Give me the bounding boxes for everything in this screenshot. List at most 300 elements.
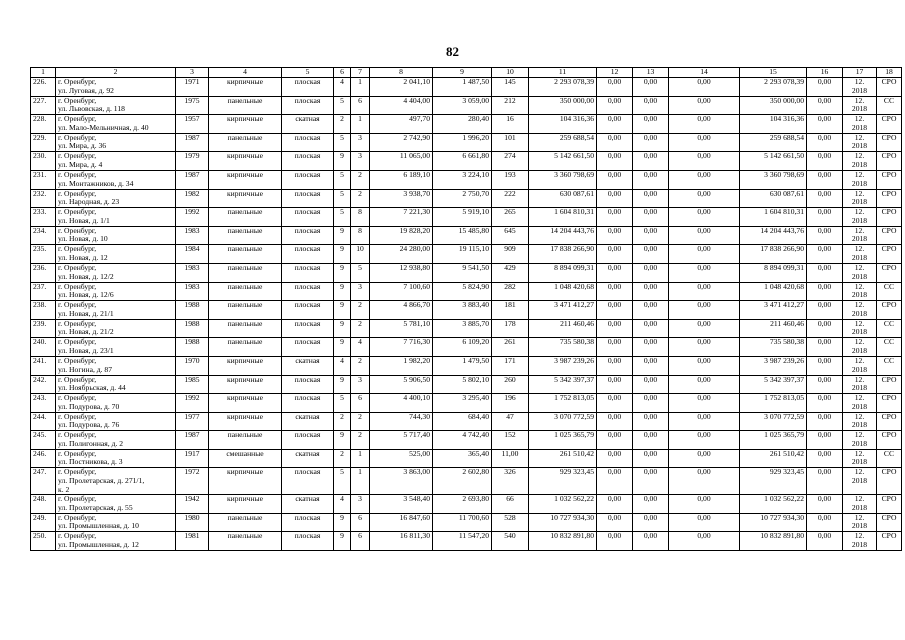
table-cell-col-1: 229. <box>31 133 56 152</box>
table-cell-col-9: 1 487,50 <box>433 78 492 97</box>
table-cell-col-5: плоская <box>282 301 334 320</box>
table-cell-col-12: 0,00 <box>597 532 633 551</box>
table-cell-col-12: 0,00 <box>597 133 633 152</box>
table-cell-col-1: 231. <box>31 170 56 189</box>
table-cell-col-13: 0,00 <box>633 338 669 357</box>
table-cell-col-12: 0,00 <box>597 226 633 245</box>
table-cell-col-11: 10 832 891,80 <box>529 532 597 551</box>
table-cell-col-6: 5 <box>334 189 351 208</box>
table-cell-col-12: 0,00 <box>597 78 633 97</box>
housing-table <box>30 67 902 551</box>
table-cell-col-2: г. Оренбург, ул. Львовская, д. 118 <box>56 96 176 115</box>
table-cell-col-2: г. Оренбург, ул. Подурова, д. 76 <box>56 412 176 431</box>
table-cell-col-4: панельные <box>209 282 282 301</box>
table-row <box>31 338 902 357</box>
table-cell-col-12: 0,00 <box>597 282 633 301</box>
table-cell-col-12: 0,00 <box>597 468 633 495</box>
table-cell-col-2: г. Оренбург, ул. Пролетарская, д. 271/1, к. 2 <box>56 468 176 495</box>
table-cell-col-8: 7 716,30 <box>370 338 433 357</box>
table-cell-col-3: 1942 <box>176 495 209 514</box>
table-cell-col-7: 2 <box>351 189 370 208</box>
table-cell-col-2: г. Оренбург, ул. Подурова, д. 70 <box>56 394 176 413</box>
table-cell-col-17: 12. 2018 <box>843 301 877 320</box>
table-cell-col-7: 10 <box>351 245 370 264</box>
table-cell-col-12: 0,00 <box>597 189 633 208</box>
table-cell-col-18: СРО <box>877 394 902 413</box>
table-cell-col-15: 211 460,46 <box>740 319 807 338</box>
table-cell-col-1: 232. <box>31 189 56 208</box>
table-cell-col-5: плоская <box>282 245 334 264</box>
table-cell-col-4: панельные <box>209 532 282 551</box>
table-cell-col-7: 3 <box>351 282 370 301</box>
table-cell-col-7: 3 <box>351 375 370 394</box>
table-cell-col-12: 0,00 <box>597 152 633 171</box>
table-cell-col-10: 540 <box>492 532 529 551</box>
table-cell-col-7: 1 <box>351 78 370 97</box>
table-cell-col-2: г. Оренбург, ул. Новая, д. 23/1 <box>56 338 176 357</box>
table-cell-col-13: 0,00 <box>633 319 669 338</box>
table-cell-col-16: 0,00 <box>807 245 843 264</box>
table-cell-col-14: 0,00 <box>669 412 740 431</box>
table-cell-col-16: 0,00 <box>807 394 843 413</box>
table-cell-col-4: кирпичные <box>209 375 282 394</box>
page-number: 82 <box>446 44 459 59</box>
table-cell-col-4: кирпичные <box>209 468 282 495</box>
table-cell-col-3: 1982 <box>176 189 209 208</box>
table-cell-col-9: 5 824,90 <box>433 282 492 301</box>
table-cell-col-5: скатная <box>282 356 334 375</box>
table-cell-col-16: 0,00 <box>807 133 843 152</box>
table-cell-col-18: СРО <box>877 375 902 394</box>
table-cell-col-1: 249. <box>31 513 56 532</box>
table-cell-col-3: 1984 <box>176 245 209 264</box>
table-cell-col-15: 1 025 365,79 <box>740 431 807 450</box>
table-cell-col-17: 12. 2018 <box>843 495 877 514</box>
table-cell-col-11: 3 360 798,69 <box>529 170 597 189</box>
table-cell-col-4: кирпичные <box>209 152 282 171</box>
table-cell-col-17: 12. 2018 <box>843 245 877 264</box>
table-cell-col-2: г. Оренбург, ул. Новая, д. 21/1 <box>56 301 176 320</box>
column-header-15: 15 <box>740 68 807 78</box>
table-cell-col-1: 242. <box>31 375 56 394</box>
table-cell-col-8: 2 742,90 <box>370 133 433 152</box>
table-cell-col-8: 4 404,00 <box>370 96 433 115</box>
table-cell-col-11: 261 510,42 <box>529 449 597 468</box>
table-cell-col-16: 0,00 <box>807 375 843 394</box>
table-cell-col-13: 0,00 <box>633 495 669 514</box>
table-cell-col-12: 0,00 <box>597 115 633 134</box>
table-cell-col-12: 0,00 <box>597 301 633 320</box>
table-cell-col-5: плоская <box>282 532 334 551</box>
table-cell-col-18: СРО <box>877 513 902 532</box>
table-cell-col-9: 11 700,60 <box>433 513 492 532</box>
table-cell-col-5: плоская <box>282 152 334 171</box>
table-cell-col-11: 211 460,46 <box>529 319 597 338</box>
table-cell-col-13: 0,00 <box>633 78 669 97</box>
table-cell-col-15: 17 838 266,90 <box>740 245 807 264</box>
table-cell-col-15: 3 471 412,27 <box>740 301 807 320</box>
table-cell-col-16: 0,00 <box>807 301 843 320</box>
table-cell-col-10: 178 <box>492 319 529 338</box>
table-cell-col-16: 0,00 <box>807 78 843 97</box>
table-cell-col-11: 929 323,45 <box>529 468 597 495</box>
table-cell-col-8: 19 828,20 <box>370 226 433 245</box>
table-cell-col-6: 5 <box>334 394 351 413</box>
table-cell-col-8: 3 863,00 <box>370 468 433 495</box>
table-cell-col-15: 1 032 562,22 <box>740 495 807 514</box>
table-cell-col-6: 9 <box>334 513 351 532</box>
table-cell-col-18: СРО <box>877 208 902 227</box>
table-cell-col-17: 12. 2018 <box>843 394 877 413</box>
table-cell-col-7: 8 <box>351 208 370 227</box>
table-cell-col-3: 1992 <box>176 394 209 413</box>
table-cell-col-18: СС <box>877 338 902 357</box>
table-cell-col-6: 2 <box>334 115 351 134</box>
table-cell-col-13: 0,00 <box>633 375 669 394</box>
table-cell-col-16: 0,00 <box>807 282 843 301</box>
table-cell-col-7: 6 <box>351 394 370 413</box>
table-cell-col-1: 239. <box>31 319 56 338</box>
table-cell-col-16: 0,00 <box>807 208 843 227</box>
table-cell-col-6: 9 <box>334 263 351 282</box>
table-cell-col-10: 212 <box>492 96 529 115</box>
table-cell-col-1: 226. <box>31 78 56 97</box>
table-row <box>31 431 902 450</box>
table-cell-col-12: 0,00 <box>597 449 633 468</box>
table-cell-col-14: 0,00 <box>669 468 740 495</box>
table-cell-col-11: 259 688,54 <box>529 133 597 152</box>
table-cell-col-17: 12. 2018 <box>843 513 877 532</box>
table-cell-col-13: 0,00 <box>633 356 669 375</box>
table-cell-col-14: 0,00 <box>669 245 740 264</box>
table-row <box>31 394 902 413</box>
table-cell-col-1: 235. <box>31 245 56 264</box>
table-cell-col-15: 1 048 420,68 <box>740 282 807 301</box>
table-cell-col-17: 12. 2018 <box>843 468 877 495</box>
table-row <box>31 468 902 495</box>
table-cell-col-12: 0,00 <box>597 431 633 450</box>
table-cell-col-9: 11 547,20 <box>433 532 492 551</box>
table-cell-col-2: г. Оренбург, ул. Промышленная, д. 10 <box>56 513 176 532</box>
table-cell-col-9: 2 602,80 <box>433 468 492 495</box>
table-cell-col-2: г. Оренбург, ул. Ногина, д. 87 <box>56 356 176 375</box>
table-cell-col-10: 11,00 <box>492 449 529 468</box>
table-cell-col-8: 7 100,60 <box>370 282 433 301</box>
table-cell-col-1: 230. <box>31 152 56 171</box>
table-cell-col-2: г. Оренбург, ул. Новая, д. 21/2 <box>56 319 176 338</box>
table-cell-col-1: 237. <box>31 282 56 301</box>
table-cell-col-3: 1985 <box>176 375 209 394</box>
table-cell-col-17: 12. 2018 <box>843 412 877 431</box>
column-header-4: 4 <box>209 68 282 78</box>
table-cell-col-5: плоская <box>282 133 334 152</box>
table-cell-col-3: 1987 <box>176 170 209 189</box>
table-row <box>31 170 902 189</box>
table-cell-col-5: плоская <box>282 226 334 245</box>
table-cell-col-14: 0,00 <box>669 319 740 338</box>
table-cell-col-3: 1987 <box>176 133 209 152</box>
table-row <box>31 115 902 134</box>
table-row <box>31 208 902 227</box>
table-cell-col-6: 9 <box>334 532 351 551</box>
table-cell-col-18: СРО <box>877 263 902 282</box>
table-cell-col-10: 152 <box>492 431 529 450</box>
table-cell-col-4: панельные <box>209 226 282 245</box>
table-cell-col-16: 0,00 <box>807 449 843 468</box>
table-cell-col-15: 14 204 443,76 <box>740 226 807 245</box>
table-cell-col-16: 0,00 <box>807 431 843 450</box>
table-cell-col-2: г. Оренбург, ул. Народная, д. 23 <box>56 189 176 208</box>
table-row <box>31 263 902 282</box>
table-cell-col-15: 1 604 810,31 <box>740 208 807 227</box>
table-cell-col-8: 744,30 <box>370 412 433 431</box>
table-cell-col-3: 1983 <box>176 226 209 245</box>
table-cell-col-13: 0,00 <box>633 412 669 431</box>
table-cell-col-14: 0,00 <box>669 282 740 301</box>
table-cell-col-14: 0,00 <box>669 263 740 282</box>
table-cell-col-14: 0,00 <box>669 513 740 532</box>
table-cell-col-10: 181 <box>492 301 529 320</box>
table-cell-col-14: 0,00 <box>669 115 740 134</box>
table-cell-col-17: 12. 2018 <box>843 115 877 134</box>
table-cell-col-7: 8 <box>351 226 370 245</box>
table-cell-col-9: 2 750,70 <box>433 189 492 208</box>
table-cell-col-18: СС <box>877 319 902 338</box>
table-cell-col-8: 16 847,60 <box>370 513 433 532</box>
table-cell-col-9: 5 919,10 <box>433 208 492 227</box>
table-cell-col-11: 3 471 412,27 <box>529 301 597 320</box>
table-cell-col-3: 1980 <box>176 513 209 532</box>
table-cell-col-3: 1987 <box>176 431 209 450</box>
table-cell-col-15: 261 510,42 <box>740 449 807 468</box>
table-cell-col-4: панельные <box>209 133 282 152</box>
table-row <box>31 245 902 264</box>
table-cell-col-11: 630 087,61 <box>529 189 597 208</box>
table-cell-col-6: 9 <box>334 338 351 357</box>
table-cell-col-11: 1 048 420,68 <box>529 282 597 301</box>
table-cell-col-7: 6 <box>351 513 370 532</box>
table-cell-col-14: 0,00 <box>669 375 740 394</box>
table-cell-col-1: 250. <box>31 532 56 551</box>
table-cell-col-17: 12. 2018 <box>843 170 877 189</box>
table-cell-col-5: скатная <box>282 115 334 134</box>
table-cell-col-12: 0,00 <box>597 394 633 413</box>
table-cell-col-3: 1988 <box>176 301 209 320</box>
table-cell-col-17: 12. 2018 <box>843 356 877 375</box>
table-cell-col-5: плоская <box>282 338 334 357</box>
table-cell-col-15: 104 316,36 <box>740 115 807 134</box>
table-row <box>31 96 902 115</box>
table-cell-col-10: 260 <box>492 375 529 394</box>
table-cell-col-7: 2 <box>351 301 370 320</box>
table-row <box>31 133 902 152</box>
table-cell-col-14: 0,00 <box>669 532 740 551</box>
table-cell-col-11: 5 142 661,50 <box>529 152 597 171</box>
table-cell-col-17: 12. 2018 <box>843 431 877 450</box>
table-cell-col-9: 6 109,20 <box>433 338 492 357</box>
table-cell-col-8: 1 982,20 <box>370 356 433 375</box>
table-cell-col-2: г. Оренбург, ул. Ноябрьская, д. 44 <box>56 375 176 394</box>
table-cell-col-3: 1981 <box>176 532 209 551</box>
table-cell-col-5: плоская <box>282 319 334 338</box>
table-cell-col-5: плоская <box>282 78 334 97</box>
table-cell-col-15: 3 360 798,69 <box>740 170 807 189</box>
column-header-6: 6 <box>334 68 351 78</box>
table-row <box>31 513 902 532</box>
table-cell-col-12: 0,00 <box>597 319 633 338</box>
table-cell-col-9: 9 541,50 <box>433 263 492 282</box>
table-cell-col-17: 12. 2018 <box>843 189 877 208</box>
column-header-10: 10 <box>492 68 529 78</box>
table-cell-col-6: 9 <box>334 319 351 338</box>
table-cell-col-15: 259 688,54 <box>740 133 807 152</box>
table-cell-col-6: 9 <box>334 245 351 264</box>
table-cell-col-8: 12 938,80 <box>370 263 433 282</box>
table-cell-col-10: 171 <box>492 356 529 375</box>
table-row <box>31 282 902 301</box>
table-cell-col-9: 1 479,50 <box>433 356 492 375</box>
table-cell-col-2: г. Оренбург, ул. Пролетарская, д. 55 <box>56 495 176 514</box>
table-cell-col-7: 4 <box>351 338 370 357</box>
table-cell-col-16: 0,00 <box>807 356 843 375</box>
table-row <box>31 189 902 208</box>
table-cell-col-11: 3 987 239,26 <box>529 356 597 375</box>
table-cell-col-11: 1 032 562,22 <box>529 495 597 514</box>
table-cell-col-10: 909 <box>492 245 529 264</box>
table-row <box>31 356 902 375</box>
table-cell-col-18: СРО <box>877 170 902 189</box>
table-cell-col-9: 15 485,80 <box>433 226 492 245</box>
table-cell-col-13: 0,00 <box>633 513 669 532</box>
table-cell-col-8: 16 811,30 <box>370 532 433 551</box>
table-cell-col-16: 0,00 <box>807 532 843 551</box>
table-cell-col-11: 14 204 443,76 <box>529 226 597 245</box>
table-cell-col-9: 19 115,10 <box>433 245 492 264</box>
table-cell-col-13: 0,00 <box>633 431 669 450</box>
table-cell-col-16: 0,00 <box>807 189 843 208</box>
table-cell-col-1: 245. <box>31 431 56 450</box>
table-cell-col-6: 2 <box>334 412 351 431</box>
table-cell-col-14: 0,00 <box>669 208 740 227</box>
table-cell-col-18: СРО <box>877 412 902 431</box>
table-cell-col-1: 244. <box>31 412 56 431</box>
table-cell-col-9: 280,40 <box>433 115 492 134</box>
column-header-11: 11 <box>529 68 597 78</box>
table-cell-col-18: СРО <box>877 431 902 450</box>
table-cell-col-13: 0,00 <box>633 152 669 171</box>
table-cell-col-8: 3 938,70 <box>370 189 433 208</box>
table-cell-col-18: СРО <box>877 78 902 97</box>
table-cell-col-3: 1971 <box>176 78 209 97</box>
table-cell-col-8: 5 906,50 <box>370 375 433 394</box>
table-cell-col-4: панельные <box>209 338 282 357</box>
table-cell-col-14: 0,00 <box>669 394 740 413</box>
table-cell-col-2: г. Оренбург, ул. Постникова, д. 3 <box>56 449 176 468</box>
table-cell-col-8: 5 781,10 <box>370 319 433 338</box>
table-row <box>31 301 902 320</box>
table-cell-col-16: 0,00 <box>807 319 843 338</box>
table-cell-col-2: г. Оренбург, ул. Монтажников, д. 34 <box>56 170 176 189</box>
column-header-17: 17 <box>843 68 877 78</box>
table-cell-col-6: 5 <box>334 170 351 189</box>
table-cell-col-7: 1 <box>351 468 370 495</box>
table-cell-col-11: 104 316,36 <box>529 115 597 134</box>
table-cell-col-13: 0,00 <box>633 189 669 208</box>
column-header-12: 12 <box>597 68 633 78</box>
table-cell-col-4: кирпичные <box>209 170 282 189</box>
table-cell-col-5: плоская <box>282 394 334 413</box>
table-cell-col-13: 0,00 <box>633 208 669 227</box>
column-header-14: 14 <box>669 68 740 78</box>
table-cell-col-13: 0,00 <box>633 96 669 115</box>
table-cell-col-14: 0,00 <box>669 152 740 171</box>
table-cell-col-5: скатная <box>282 495 334 514</box>
table-cell-col-3: 1988 <box>176 338 209 357</box>
table-cell-col-10: 196 <box>492 394 529 413</box>
table-cell-col-13: 0,00 <box>633 263 669 282</box>
table-cell-col-10: 274 <box>492 152 529 171</box>
table-cell-col-7: 1 <box>351 449 370 468</box>
table-cell-col-8: 5 717,40 <box>370 431 433 450</box>
table-cell-col-11: 1 752 813,05 <box>529 394 597 413</box>
table-cell-col-18: СРО <box>877 532 902 551</box>
table-cell-col-8: 7 221,30 <box>370 208 433 227</box>
table-cell-col-12: 0,00 <box>597 208 633 227</box>
column-header-5: 5 <box>282 68 334 78</box>
table-cell-col-1: 243. <box>31 394 56 413</box>
table-cell-col-5: плоская <box>282 96 334 115</box>
table-cell-col-18: СРО <box>877 495 902 514</box>
table-cell-col-11: 1 025 365,79 <box>529 431 597 450</box>
table-cell-col-7: 6 <box>351 96 370 115</box>
table-cell-col-9: 1 996,20 <box>433 133 492 152</box>
table-cell-col-1: 228. <box>31 115 56 134</box>
table-cell-col-14: 0,00 <box>669 78 740 97</box>
table-cell-col-13: 0,00 <box>633 170 669 189</box>
table-cell-col-10: 645 <box>492 226 529 245</box>
table-cell-col-11: 3 070 772,59 <box>529 412 597 431</box>
table-cell-col-10: 222 <box>492 189 529 208</box>
table-cell-col-18: СРО <box>877 189 902 208</box>
table-cell-col-14: 0,00 <box>669 356 740 375</box>
table-cell-col-14: 0,00 <box>669 226 740 245</box>
table-cell-col-14: 0,00 <box>669 449 740 468</box>
table-cell-col-5: плоская <box>282 263 334 282</box>
table-cell-col-15: 10 727 934,30 <box>740 513 807 532</box>
table-cell-col-9: 5 802,10 <box>433 375 492 394</box>
table-cell-col-14: 0,00 <box>669 338 740 357</box>
table-cell-col-9: 684,40 <box>433 412 492 431</box>
table-cell-col-13: 0,00 <box>633 115 669 134</box>
table-cell-col-18: СРО <box>877 226 902 245</box>
table-cell-col-17: 12. 2018 <box>843 449 877 468</box>
table-cell-col-4: панельные <box>209 208 282 227</box>
table-cell-col-6: 4 <box>334 495 351 514</box>
table-cell-col-7: 2 <box>351 356 370 375</box>
table-cell-col-12: 0,00 <box>597 245 633 264</box>
table-cell-col-7: 2 <box>351 431 370 450</box>
column-header-2: 2 <box>56 68 176 78</box>
table-cell-col-18: СС <box>877 282 902 301</box>
table-row <box>31 449 902 468</box>
table-cell-col-11: 10 727 934,30 <box>529 513 597 532</box>
table-cell-col-4: кирпичные <box>209 394 282 413</box>
table-cell-col-8: 525,00 <box>370 449 433 468</box>
table-cell-col-17: 12. 2018 <box>843 319 877 338</box>
table-cell-col-4: панельные <box>209 301 282 320</box>
table-cell-col-4: кирпичные <box>209 189 282 208</box>
table-cell-col-15: 735 580,38 <box>740 338 807 357</box>
